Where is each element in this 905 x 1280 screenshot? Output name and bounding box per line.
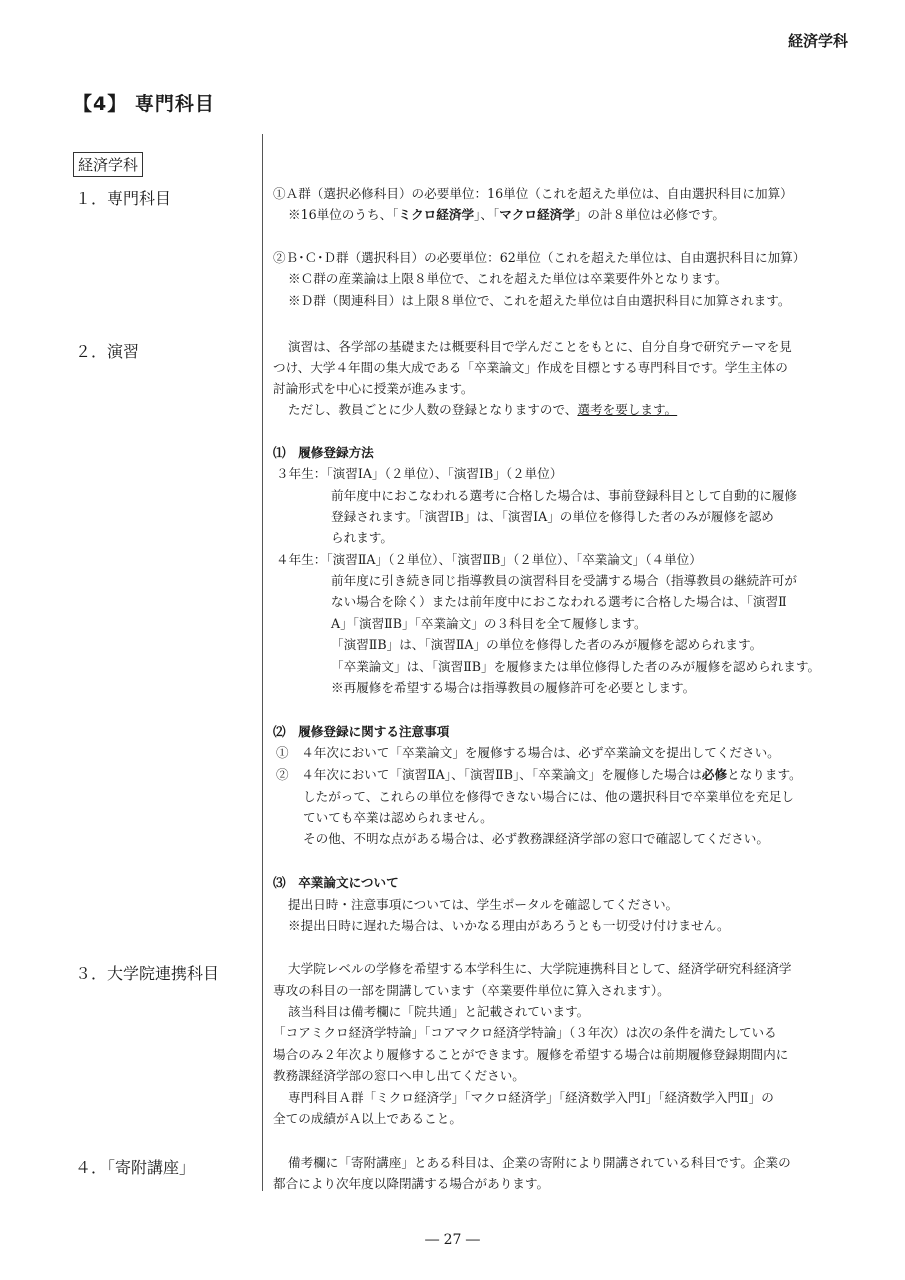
- endowed-course-line: 備考欄に「寄附講座」とある科目は、企業の寄附により開講されている科目です。企業の: [288, 1155, 791, 1170]
- thesis-detail: ※提出日時に遅れた場合は、いかなる理由があろうとも一切受け付けません。: [288, 918, 730, 933]
- heading-graduate-linked-subjects: ３．大学院連携科目: [75, 964, 220, 983]
- graduate-linked-line: 「コアミクロ経済学特論」「コアマクロ経済学特論」（３年次）は次の条件を満たしている: [273, 1025, 777, 1040]
- graduate-linked-line: 専門科目Ａ群「ミクロ経済学」「マクロ経済学」「経済数学入門Ⅰ」「経済数学入門Ⅱ」の: [288, 1090, 774, 1105]
- fourth-year-detail: A」「演習ⅡB」「卒業論文」の３科目を全て履修します。: [331, 616, 647, 631]
- heading-specialized-subjects: １．専門科目: [75, 189, 172, 208]
- note-item-detail: その他、不明な点がある場合は、必ず教務課経済学部の窓口で確認してください。: [303, 831, 769, 846]
- graduate-linked-line: 専攻の科目の一部を開講しています（卒業要件単位に算入されます）。: [273, 983, 670, 998]
- fourth-year-detail: 前年度に引き続き同じ指導教員の演習科目を受講する場合（指導教員の継続許可が: [331, 573, 797, 588]
- section-title: 【4】 専門科目: [73, 93, 215, 115]
- graduate-linked-line: 場合のみ２年次より履修することができます。履修を希望する場合は前期履修登録期間内に: [273, 1047, 789, 1062]
- subheading-registration-method: ⑴ 履修登録方法: [273, 445, 374, 460]
- subheading-registration-notes: ⑵ 履修登録に関する注意事項: [273, 724, 450, 739]
- fourth-year-detail: ない場合を除く）または前年度中におこなわれる選考に合格した場合は、「演習Ⅱ: [331, 594, 787, 609]
- note-item-detail: したがって、これらの単位を修得できない場合には、他の選択科目で卒業単位を充足し: [303, 789, 794, 804]
- note-item: ① ４年次において「卒業論文」を履修する場合は、必ず卒業論文を提出してください。: [276, 745, 780, 760]
- heading-seminar: ２．演習: [75, 342, 140, 361]
- department-box-label: 経済学科: [73, 152, 143, 177]
- third-year-detail: られます。: [331, 530, 393, 545]
- graduate-linked-line: 教務課経済学部の窓口へ申し出てください。: [273, 1068, 525, 1083]
- page-number: ― 27 ―: [425, 1232, 480, 1248]
- heading-endowed-courses: ４．「寄附講座」: [75, 1158, 196, 1177]
- graduate-linked-line: 該当科目は備考欄に「院共通」と記載されています。: [288, 1004, 590, 1019]
- graduate-linked-line: 大学院レベルの学修を希望する本学科生に、大学院連携科目として、経済学研究科経済学: [288, 961, 792, 976]
- group-bcd-requirement: ②Ｂ･Ｃ･Ｄ群（選択科目）の必要単位：62単位（これを超えた単位は、自由選択科目に加算）: [273, 250, 806, 265]
- seminar-paragraph-line: 演習は、各学部の基礎または概要科目で学んだことをもとに、自分自身で研究テーマを見: [288, 339, 792, 354]
- fourth-year-detail: ※再履修を希望する場合は指導教員の履修許可を必要とします。: [331, 680, 696, 695]
- seminar-selection-note: ただし、教員ごとに少人数の登録となりますので、選考を要します。: [288, 402, 678, 417]
- column-divider: [262, 134, 263, 1191]
- third-year-line: ３年生：「演習ⅠA」（２単位）、「演習ⅠB」（２単位）: [276, 466, 563, 481]
- third-year-detail: 登録されます。「演習ⅠB」は、「演習ⅠA」の単位を修得した者のみが履修を認め: [331, 509, 774, 524]
- note-item: ② ４年次において「演習ⅡA」、「演習ⅡB」、「卒業論文」を履修した場合は必修となります。: [276, 767, 802, 782]
- group-d-note: ※Ｄ群（関連科目）は上限８単位で、これを超えた単位は自由選択科目に加算されます。: [288, 293, 791, 308]
- fourth-year-line: ４年生：「演習ⅡA」（２単位）、「演習ⅡB」（２単位）、「卒業論文」（４単位）: [276, 552, 702, 567]
- group-c-note: ※Ｃ群の産業論は上限８単位で、これを超えた単位は卒業要件外となります。: [288, 271, 728, 286]
- graduate-linked-line: 全ての成績がＡ以上であること。: [273, 1111, 462, 1126]
- seminar-paragraph-line: 討論形式を中心に授業が進みます。: [273, 381, 474, 396]
- group-a-note: ※16単位のうち、「ミクロ経済学」、「マクロ経済学」の計８単位は必修です。: [288, 207, 725, 222]
- note-item-detail: ていても卒業は認められません。: [303, 810, 493, 825]
- thesis-detail: 提出日時・注意事項については、学生ポータルを確認してください。: [288, 897, 679, 912]
- third-year-detail: 前年度中におこなわれる選考に合格した場合は、事前登録科目として自動的に履修: [331, 488, 797, 503]
- fourth-year-detail: 「卒業論文」は、「演習ⅡB」を履修または単位修得した者のみが履修を認められます。: [331, 659, 821, 674]
- department-header: 経済学科: [787, 32, 848, 50]
- seminar-paragraph-line: つけ、大学４年間の集大成である「卒業論文」作成を目標とする専門科目です。学生主体の: [273, 360, 788, 375]
- fourth-year-detail: 「演習ⅡB」は、「演習ⅡA」の単位を修得した者のみが履修を認められます。: [331, 637, 763, 652]
- endowed-course-line: 都合により次年度以降閉講する場合があります。: [273, 1176, 550, 1191]
- group-a-requirement: ①Ａ群（選択必修科目）の必要単位：16単位（これを超えた単位は、自由選択科目に加算）: [273, 186, 793, 201]
- subheading-thesis: ⑶ 卒業論文について: [273, 875, 399, 890]
